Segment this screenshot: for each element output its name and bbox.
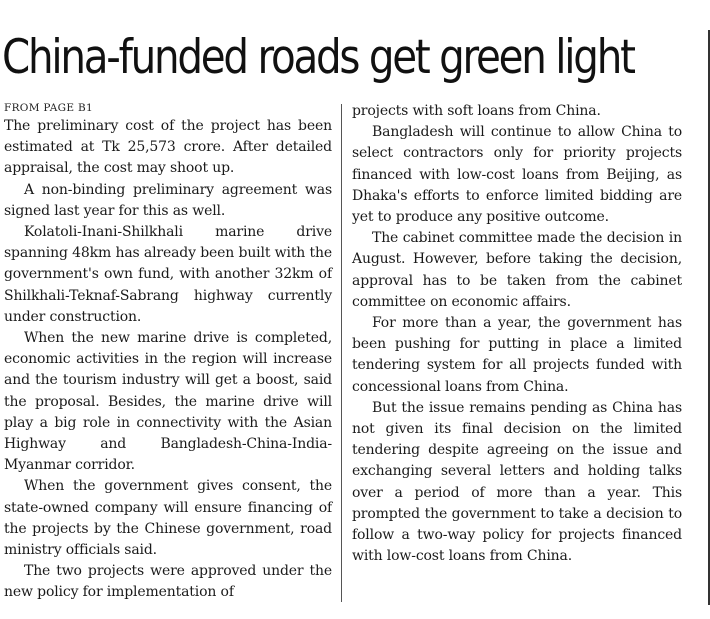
paragraph: When the new marine drive is completed, economic activities in the region will increase and the tourism industry will get a boost, said the proposal. Besides, the marine drive will play a big role in connectivity with the Asian Highway and Bangladesh-China-India-Myanmar corridor. xyxy=(4,330,332,474)
column-divider xyxy=(341,104,342,602)
headline: China-funded roads get green light xyxy=(2,30,634,85)
paragraph: projects with soft loans from China. xyxy=(352,103,601,119)
paragraph: For more than a year, the government has been pushing for putting in place a limited tendering system for all projects funded with concessional loans from China. xyxy=(352,315,682,395)
jump-line: FROM PAGE B1 xyxy=(4,102,93,114)
paragraph: A non-binding preliminary agreement was signed last year for this as well. xyxy=(4,181,332,219)
paragraph: Kolatoli-Inani-Shilkhali marine drive spanning 48km has already been built with the government's own fund, with another 32km of Shilkhali-Teknaf-Sabrang highway currently under construction. xyxy=(4,224,332,325)
paragraph: The cabinet committee made the decision in August. However, before taking the decision, approval has to be taken from the cabinet committee on economic affairs. xyxy=(352,230,682,310)
left-column xyxy=(4,100,332,604)
paragraph: The two projects were approved under the new policy for implementation of xyxy=(4,563,332,601)
paragraph: But the issue remains pending as China has not given its final decision on the limited tendering despite agreeing on the issue and exchanging several letters and holding talks over a period of more than a year. This prompted the government to take a decision to follow a two-way policy for projects financed with low-cost loans from China. xyxy=(352,399,682,565)
paragraph: Bangladesh will continue to allow China to select contractors only for priority projects financed with low-cost loans from Beijing, as Dhaka's efforts to enforce limited bidding are yet to produce any positive outcome. xyxy=(352,124,682,226)
right-column xyxy=(352,101,682,567)
paragraph: When the government gives consent, the state-owned company will ensure financing of the projects by the Chinese government, road ministry officials said. xyxy=(4,478,332,559)
paragraph: The preliminary cost of the project has been estimated at Tk 25,573 crore. After detailed appraisal, the cost may shoot up. xyxy=(4,118,332,177)
